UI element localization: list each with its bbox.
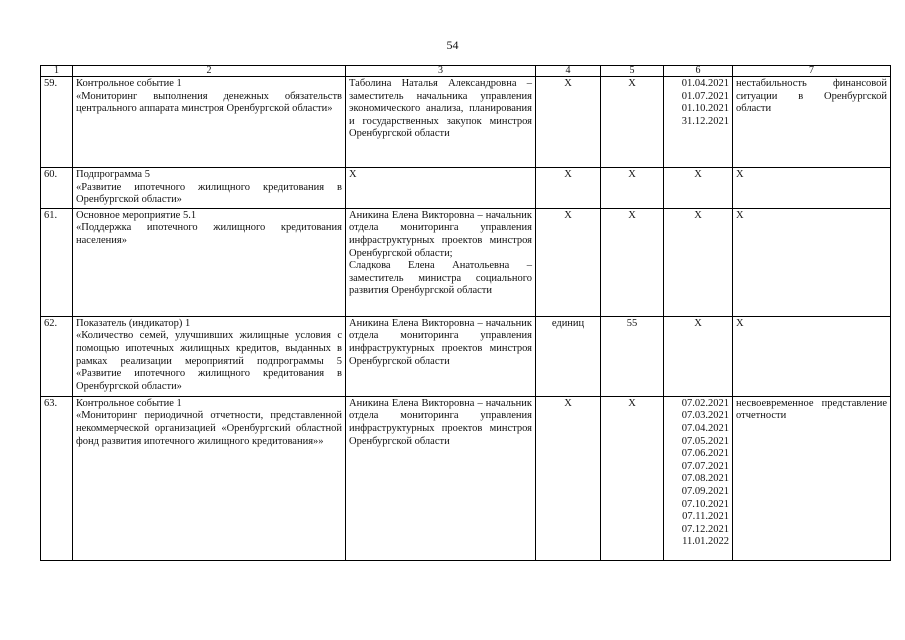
row-number: 60. bbox=[41, 168, 73, 209]
dates-cell bbox=[664, 208, 733, 316]
date-value: 31.12.2021 bbox=[681, 115, 729, 127]
event-title: Показатель (индикатор) 1 bbox=[76, 317, 191, 329]
table-row bbox=[41, 168, 891, 209]
date-value: 07.09.2021 bbox=[681, 485, 729, 497]
responsible-cell: Таболина Наталья Александровна – заместитель начальника управления экономического анализа, планирования и государственных закупок минстроя Оренбургской области bbox=[346, 77, 536, 168]
event-description: «Количество семей, улучшивших жилищные условия с помощью ипотечных жилищных кредитов, выданных в рамках реализации мероприятий подпрограммы 5 «Развитие ипотечного жилищного кредитования в Оренбургской области» bbox=[76, 330, 342, 392]
risk-cell: X bbox=[733, 208, 891, 316]
event-name-cell bbox=[73, 316, 346, 396]
dates-cell bbox=[664, 168, 733, 209]
date-value: 07.05.2021 bbox=[681, 435, 729, 447]
event-title: Контрольное событие 1 bbox=[76, 78, 182, 89]
event-name-cell bbox=[73, 168, 346, 209]
date-value: 07.03.2021 bbox=[681, 410, 729, 422]
value-cell: X bbox=[601, 208, 664, 316]
table-row bbox=[41, 316, 891, 396]
value-cell: X bbox=[601, 168, 664, 209]
date-value: X bbox=[694, 169, 702, 180]
table-row bbox=[41, 77, 891, 168]
dates-cell bbox=[664, 396, 733, 560]
event-name-cell bbox=[73, 208, 346, 316]
event-title: Подпрограмма 5 bbox=[76, 169, 150, 180]
row-number: 63. bbox=[41, 396, 73, 560]
column-header: 7 bbox=[733, 66, 891, 77]
responsible-person: Сладкова Елена Анатольевна – заместитель министра социального развития Оренбургской области bbox=[349, 260, 532, 297]
responsible-cell: X bbox=[346, 168, 536, 209]
responsible-cell: Аникина Елена Викторовна – начальник отдела мониторинга управления инфраструктурных проектов минстроя Оренбургской области bbox=[346, 316, 536, 396]
responsible-cell bbox=[346, 208, 536, 316]
row-number: 62. bbox=[41, 316, 73, 396]
unit-cell: X bbox=[536, 168, 601, 209]
date-value: 11.01.2022 bbox=[682, 536, 729, 548]
column-header: 3 bbox=[346, 66, 536, 77]
event-name-cell bbox=[73, 396, 346, 560]
column-header: 1 bbox=[41, 66, 73, 77]
table-row bbox=[41, 208, 891, 316]
value-cell: 55 bbox=[601, 316, 664, 396]
event-description: «Мониторинг периодичной отчетности, представленной некоммерческой организацией «Оренбургский областной фонд развития ипотечного жилищного кредитования»» bbox=[76, 410, 342, 447]
date-value: 07.02.2021 bbox=[681, 397, 729, 409]
date-value: 07.07.2021 bbox=[681, 460, 729, 472]
unit-cell: X bbox=[536, 208, 601, 316]
date-value: 01.10.2021 bbox=[681, 103, 729, 115]
column-header: 4 bbox=[536, 66, 601, 77]
event-title: Основное мероприятие 5.1 bbox=[76, 209, 197, 221]
date-value: 07.04.2021 bbox=[681, 422, 729, 434]
date-value: 01.07.2021 bbox=[681, 90, 729, 102]
row-number: 61. bbox=[41, 208, 73, 316]
dates-cell bbox=[664, 77, 733, 168]
column-header: 6 bbox=[664, 66, 733, 77]
date-value: 01.04.2021 bbox=[681, 78, 729, 89]
plan-table bbox=[40, 65, 891, 561]
dates-cell bbox=[664, 316, 733, 396]
row-number: 59. bbox=[41, 77, 73, 168]
unit-cell: единиц bbox=[536, 316, 601, 396]
date-value: 07.11.2021 bbox=[682, 511, 729, 523]
date-value: 07.06.2021 bbox=[681, 448, 729, 460]
date-value: X bbox=[694, 209, 702, 221]
value-cell: X bbox=[601, 77, 664, 168]
column-header: 2 bbox=[73, 66, 346, 77]
responsible-cell: Аникина Елена Викторовна – начальник отдела мониторинга управления инфраструктурных проектов минстроя Оренбургской области bbox=[346, 396, 536, 560]
event-name-cell bbox=[73, 77, 346, 168]
unit-cell: X bbox=[536, 396, 601, 560]
unit-cell: X bbox=[536, 77, 601, 168]
page-number: 54 bbox=[446, 38, 459, 52]
table-row bbox=[41, 396, 891, 560]
event-description: «Мониторинг выполнения денежных обязательств центрального аппарата минстроя Оренбургской области» bbox=[76, 90, 342, 115]
value-cell: X bbox=[601, 396, 664, 560]
risk-cell: несвоевременное представление отчетности bbox=[733, 396, 891, 560]
date-value: X bbox=[694, 317, 702, 329]
risk-cell: X bbox=[733, 168, 891, 209]
event-title: Контрольное событие 1 bbox=[76, 397, 182, 409]
column-header: 5 bbox=[601, 66, 664, 77]
risk-cell: нестабильность финансовой ситуации в Оренбургской области bbox=[733, 77, 891, 168]
date-value: 07.10.2021 bbox=[681, 498, 729, 510]
event-description: «Развитие ипотечного жилищного кредитования в Оренбургской области» bbox=[76, 181, 342, 206]
date-value: 07.08.2021 bbox=[681, 473, 729, 485]
table-header-row bbox=[41, 66, 891, 77]
responsible-person: Аникина Елена Викторовна – начальник отдела мониторинга управления инфраструктурных проектов минстроя Оренбургской области; bbox=[349, 209, 532, 259]
event-description: «Поддержка ипотечного жилищного кредитования населения» bbox=[76, 222, 342, 246]
risk-cell: X bbox=[733, 316, 891, 396]
date-value: 07.12.2021 bbox=[681, 523, 729, 535]
